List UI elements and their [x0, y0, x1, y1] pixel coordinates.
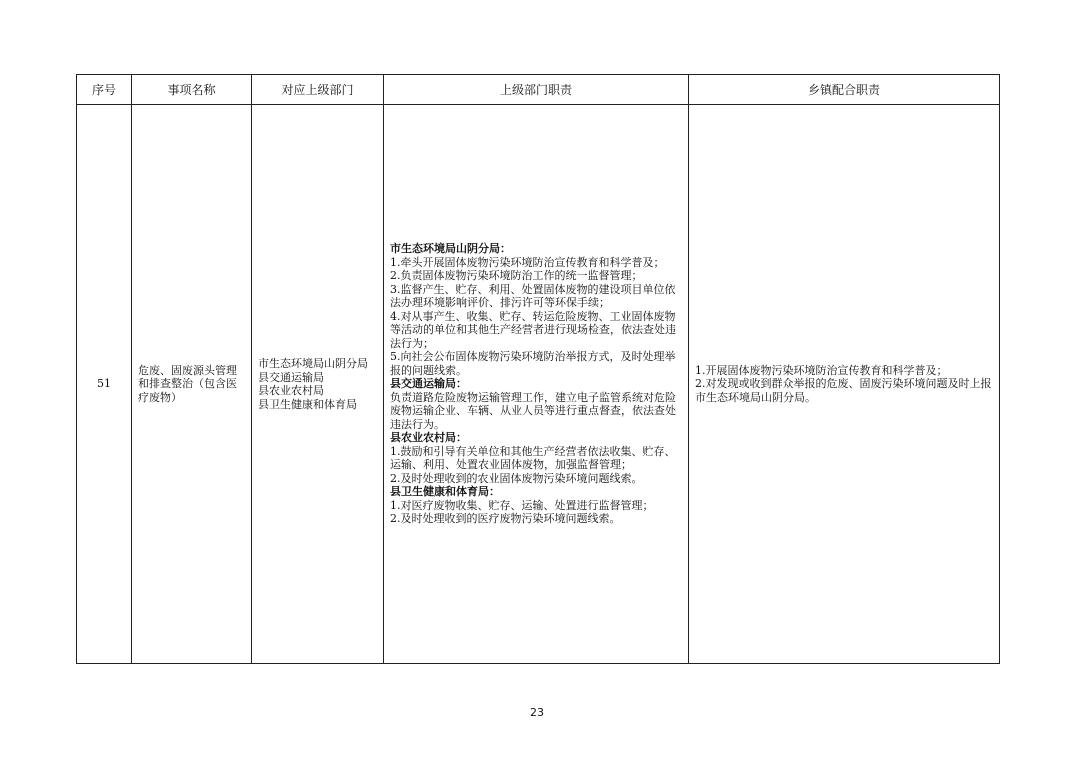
duty-line: 1.牵头开展固体废物污染环境防治宣传教育和科学普及； [390, 255, 665, 269]
cell-departments [252, 105, 384, 664]
page-number: 23 [530, 706, 544, 719]
cell-duties [384, 105, 689, 664]
duty-line: 2.负责固体废物污染环境防治工作的统一监督管理； [390, 269, 643, 283]
table-row [77, 105, 1000, 664]
duty-dept-heading: 县卫生健康和体育局： [390, 485, 500, 499]
duty-dept-heading: 市生态环境局山阴分局： [390, 242, 511, 256]
header-row [77, 75, 1000, 105]
duty-dept-heading: 县交通运输局： [390, 377, 467, 391]
department-name: 县交通运输局 [258, 370, 324, 384]
duty-line: 1.鼓励和引导有关单位和其他生产经营者依法收集、贮存、运输、利用、处置农业固体废物，加强监督管理； [390, 444, 676, 472]
duty-line: 2.及时处理收到的医疗废物污染环境问题线索。 [390, 512, 621, 526]
header-no: 序号 [77, 75, 132, 105]
cell-item: 危废、固废源头管理和排查整治（包含医疗废物） [132, 105, 252, 664]
cell-township [689, 105, 1000, 664]
duty-line: 负责道路危险废物运输管理工作，建立电子监管系统对危险废物运输企业、车辆、从业人员等进行重点督查，依法查处违法行为。 [390, 390, 676, 431]
header-township: 乡镇配合职责 [689, 75, 1000, 105]
header-duties: 上级部门职责 [384, 75, 689, 105]
department-name: 市生态环境局山阴分局 [258, 357, 368, 370]
department-name: 县农业农村局 [258, 384, 324, 397]
cell-no: 51 [77, 105, 132, 664]
header-item: 事项名称 [132, 75, 252, 105]
duty-line: 3.监督产生、贮存、利用、处置固体废物的建设项目单位依法办理环境影响评价、排污许可等环保手续； [390, 282, 676, 310]
duty-line: 1.对医疗废物收集、贮存、运输、处置进行监督管理； [390, 498, 654, 512]
duty-line: 5.向社会公布固体废物污染环境防治举报方式，及时处理举报的问题线索。 [390, 350, 676, 377]
duty-dept-heading: 县农业农村局： [390, 431, 467, 445]
department-name: 县卫生健康和体育局 [258, 397, 357, 411]
township-line: 2.对发现或收到群众举报的危废、固废污染环境问题及时上报市生态环境局山阴分局。 [695, 377, 992, 404]
duty-line: 2.及时处理收到的农业固体废物污染环境问题线索。 [390, 471, 643, 485]
duty-line: 4.对从事产生、收集、贮存、转运危险废物、工业固体废物等活动的单位和其他生产经营者进行现场检查，依法查处违法行为； [390, 309, 676, 350]
header-dept: 对应上级部门 [252, 75, 384, 105]
responsibility-table [76, 74, 1000, 664]
township-line: 1.开展固体废物污染环境防治宣传教育和科学普及； [695, 363, 948, 377]
